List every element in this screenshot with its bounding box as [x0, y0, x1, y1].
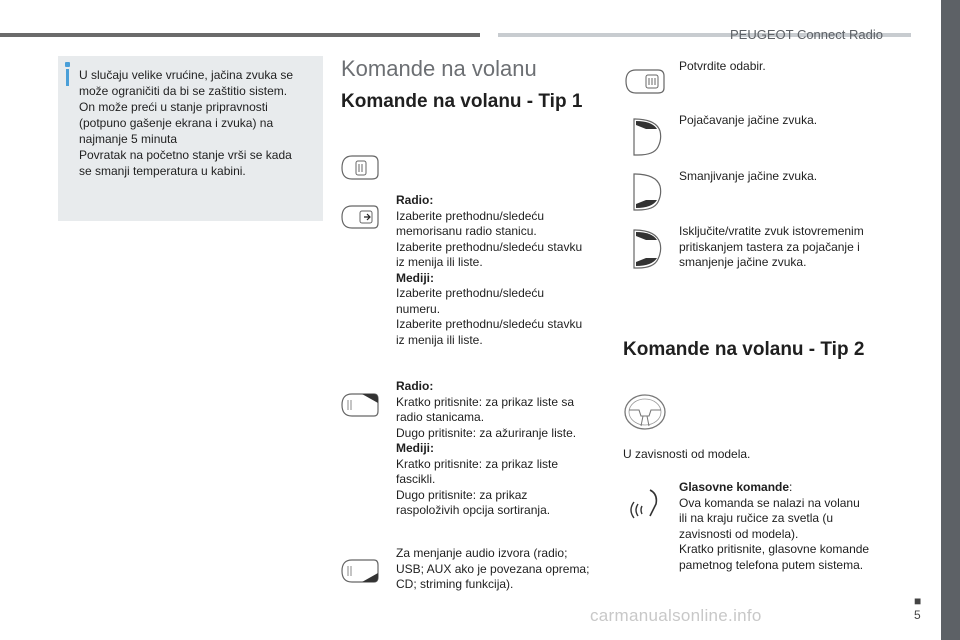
- info-note-text: U slučaju velike vrućine, jačina zvuka se može ograničiti da bi se zaštitio sistem. On može preći u stanje pripravnosti (potpuno gašenje ekrana i zvuka) na najmanje 5 minuta Povratak na početno stanje vrši se kada se smanji temperatura u kabini.: [79, 68, 294, 178]
- desc-line: numeru.: [396, 301, 441, 316]
- page-number: 5: [914, 608, 921, 622]
- desc-line: Izaberite prethodnu/sledeću: [396, 208, 545, 223]
- desc-line: Radio:: [396, 193, 434, 207]
- desc-line: Kratko pritisnite: za prikaz liste sa: [396, 394, 575, 409]
- mute-description: [679, 224, 889, 271]
- desc-line: Smanjivanje jačine zvuka.: [679, 169, 818, 183]
- voice-command-icon: [628, 486, 664, 522]
- mute-icon: [626, 226, 666, 272]
- volume-down-icon: [626, 170, 666, 214]
- desc-line: Dugo pritisnite: za ažuriranje liste.: [396, 425, 577, 440]
- desc-line: raspoloživih opcija sortiranja.: [396, 503, 551, 517]
- desc-line: Izaberite prethodnu/sledeću stavku: [396, 239, 583, 254]
- volume-up-icon: [626, 115, 666, 159]
- page-header-title: PEUGEOT Connect Radio: [730, 27, 883, 42]
- desc-line: USB; AUX ako je povezana oprema;: [396, 561, 590, 576]
- tip2-title: Komande na volanu - Tip 2: [623, 339, 865, 360]
- volume-down-description: [679, 169, 879, 185]
- desc-line: Mediji:: [396, 270, 434, 285]
- steering-control-overview-icon: [338, 152, 382, 182]
- source-button-icon: [338, 557, 382, 585]
- desc-line: memorisanu radio stanicu.: [396, 224, 537, 238]
- desc-line: pametnog telefona putem sistema.: [679, 557, 864, 572]
- desc-line: Kratko pritisnite: za prikaz liste: [396, 456, 559, 471]
- desc-line: smanjenje jačine zvuka.: [679, 255, 807, 269]
- desc-line: CD; striming funkcija).: [396, 577, 514, 591]
- desc-line: radio stanicama.: [396, 410, 485, 424]
- tip1-item-list: [396, 379, 596, 519]
- header-rule-dark: [0, 33, 480, 37]
- info-icon-dot: [65, 62, 70, 67]
- desc-line: Izaberite prethodnu/sledeću stavku: [396, 317, 583, 331]
- desc-line: Pojačavanje jačine zvuka.: [679, 113, 818, 127]
- desc-line: Ova komanda se nalazi na volanu: [679, 495, 860, 510]
- footer-marker: ■: [914, 594, 922, 608]
- confirm-description: [679, 59, 879, 75]
- desc-line: ili na kraju ručice za svetla (u: [679, 511, 834, 525]
- voice-command-colon: :: [789, 480, 793, 494]
- desc-line: pritiskanjem tastera za pojačanje i: [679, 239, 860, 254]
- section-title: Komande na volanu: [341, 56, 537, 81]
- desc-line: Isključite/vratite zvuk istovremenim: [679, 224, 864, 238]
- confirm-button-icon: [622, 66, 668, 96]
- desc-line: Potvrdite odabir.: [679, 59, 766, 73]
- list-button-icon: [338, 391, 382, 419]
- info-icon: [66, 69, 69, 86]
- page-edge-tab: [941, 0, 960, 640]
- voice-command-description: [679, 480, 889, 573]
- tip1-item-source: [396, 546, 601, 593]
- desc-line: zavisnosti od modela).: [679, 526, 799, 541]
- steering-wheel-icon: [622, 392, 668, 432]
- tip1-item-seek: [396, 193, 596, 348]
- desc-line: iz menija ili liste.: [396, 332, 483, 347]
- voice-command-label: Glasovne komande: [679, 480, 790, 494]
- desc-line: Mediji:: [396, 441, 434, 455]
- desc-line: Izaberite prethodnu/sledeću: [396, 286, 545, 300]
- desc-line: iz menija ili liste.: [396, 255, 483, 269]
- desc-line: Kratko pritisnite, glasovne komande: [679, 542, 870, 556]
- desc-line: Radio:: [396, 379, 434, 393]
- volume-up-description: [679, 113, 879, 129]
- tip1-title: Komande na volanu - Tip 1: [341, 91, 583, 112]
- seek-next-previous-icon: [338, 203, 382, 231]
- desc-line: fascikli.: [396, 472, 436, 486]
- desc-line: Dugo pritisnite: za prikaz: [396, 487, 528, 502]
- desc-line: Za menjanje audio izvora (radio;: [396, 546, 568, 560]
- tip2-model-note: U zavisnosti od modela.: [623, 447, 751, 461]
- watermark-text: carmanualsonline.info: [590, 606, 762, 625]
